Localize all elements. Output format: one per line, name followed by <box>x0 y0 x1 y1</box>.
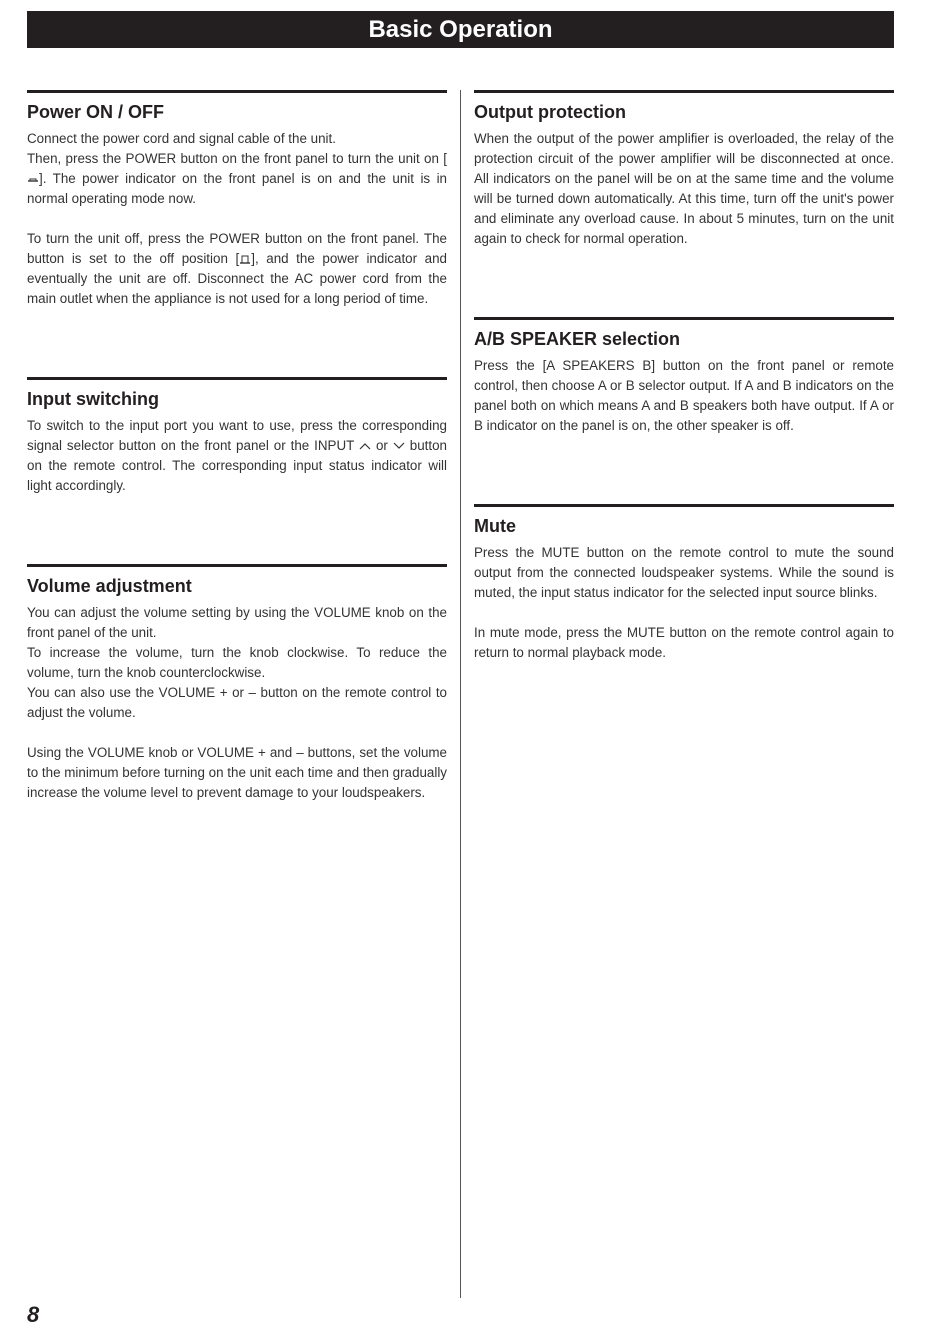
paragraph: Using the VOLUME knob or VOLUME + and – buttons, set the volume to the minimum before turning on the unit each time and then gradually increase the volume level to prevent damage to your loudspeakers. <box>27 745 447 800</box>
section-volume <box>27 564 447 803</box>
text: ], and the power indicator and eventually the unit are off. Disconnect the AC power cord from the main outlet when the appliance is not used for a long period of time. <box>27 251 447 306</box>
power-on-symbol-icon <box>27 175 39 183</box>
column-divider <box>460 90 461 1298</box>
paragraph: Press the MUTE button on the remote control to mute the sound output from the connected loudspeaker systems. While the sound is muted, the input status indicator for the selected input source blinks. <box>474 545 894 600</box>
text: ]. The power indicator on the front panel is on and the unit is in normal operating mode now. <box>27 171 447 206</box>
paragraph: Press the [A SPEAKERS B] button on the front panel or remote control, then choose A or B selector output. If A and B indicators on the panel both on which means A and B speakers both have output. If A or B indicator on the panel is on, the other speaker is off. <box>474 358 894 433</box>
text: Connect the power cord and signal cable of the unit. <box>27 131 336 146</box>
section-heading: Volume adjustment <box>27 576 192 596</box>
text: You can also use the VOLUME + or – button on the remote control to adjust the volume. <box>27 685 447 720</box>
power-off-symbol-icon <box>239 255 251 263</box>
paragraph: In mute mode, press the MUTE button on the remote control again to return to normal playback mode. <box>474 625 894 660</box>
section-speaker <box>474 317 894 436</box>
paragraph <box>27 416 447 496</box>
section-protection <box>474 90 894 249</box>
section-heading: Power ON / OFF <box>27 102 165 122</box>
section-mute <box>474 504 894 663</box>
text: button on the remote control. The corresponding input status indicator will light accordingly. <box>27 438 447 493</box>
text: To turn the unit off, press the POWER button on the front panel. The button is set to the off position [ <box>27 231 447 266</box>
paragraph <box>27 229 447 309</box>
paragraph: When the output of the power amplifier is overloaded, the relay of the protection circuit of the power amplifier will be disconnected at once. All indicators on the panel will be on at the same time and the volume will be turned down automatically. At this time, turn off the unit's power and eliminate any overload cause. In about 5 minutes, turn on the unit again to check for normal operation. <box>474 131 894 246</box>
section-heading: Mute <box>474 516 516 536</box>
right-column <box>474 90 894 663</box>
chevron-up-icon <box>359 442 371 450</box>
section-heading: A/B SPEAKER selection <box>474 329 681 349</box>
paragraph <box>27 129 447 209</box>
text: You can adjust the volume setting by using the VOLUME knob on the front panel of the unit. <box>27 605 447 640</box>
text: To switch to the input port you want to use, press the corresponding signal selector button on the front panel or the INPUT <box>27 418 447 453</box>
page-title: Basic Operation <box>27 11 894 48</box>
paragraph <box>27 603 447 723</box>
section-heading: Output protection <box>474 102 626 122</box>
section-input <box>27 377 447 496</box>
section-power <box>27 90 447 309</box>
section-heading: Input switching <box>27 389 159 409</box>
chevron-down-icon <box>393 442 405 450</box>
text: Then, press the POWER button on the front panel to turn the unit on [ <box>27 151 447 166</box>
page-number: 8 <box>27 1302 40 1327</box>
text: To increase the volume, turn the knob clockwise. To reduce the volume, turn the knob counterclockwise. <box>27 645 447 680</box>
text: or <box>371 438 393 453</box>
left-column <box>27 90 447 803</box>
